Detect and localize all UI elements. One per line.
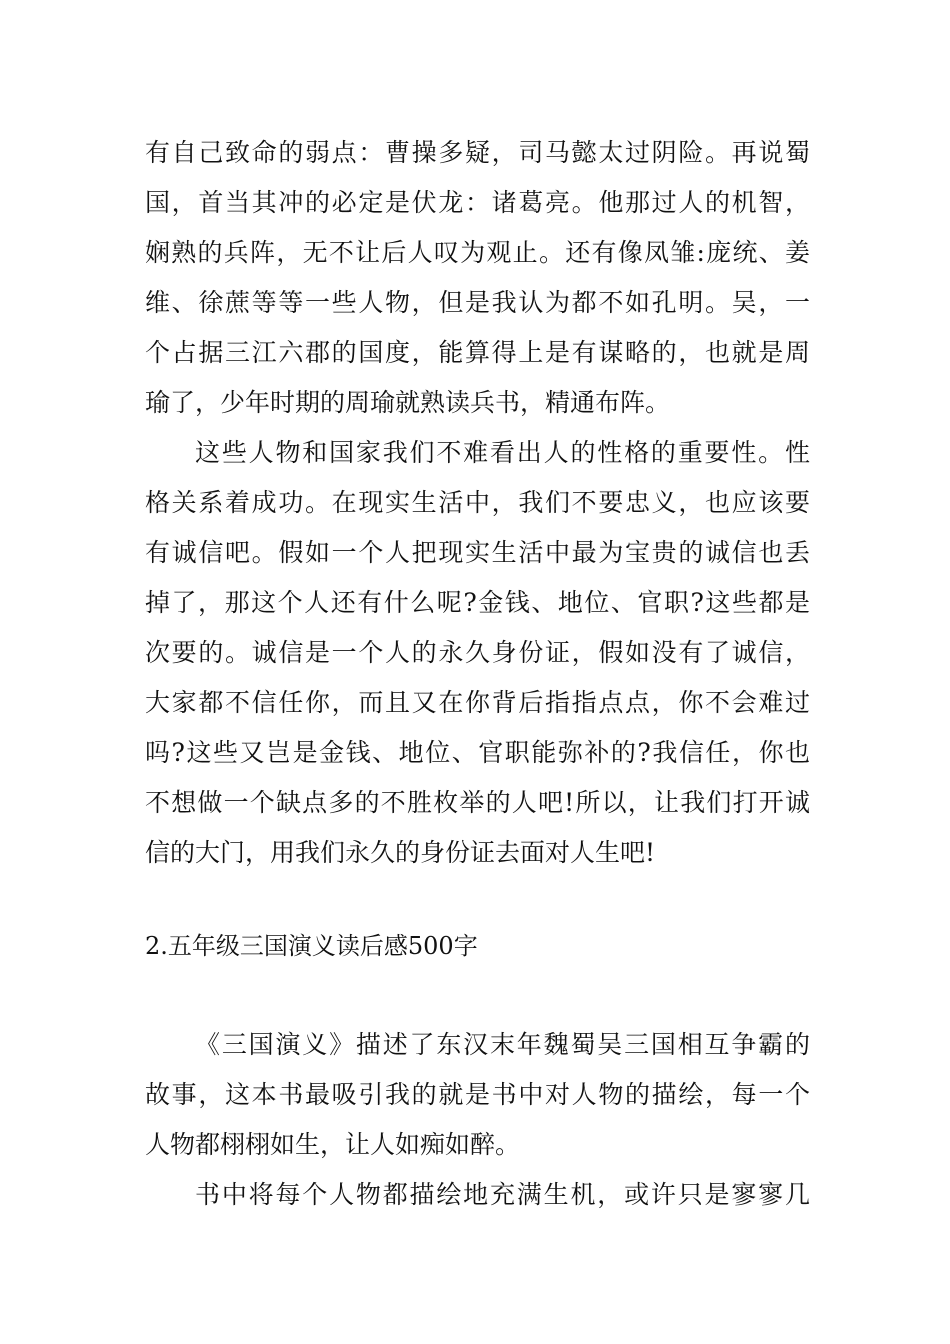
text-line: 国，首当其冲的必定是伏龙：诸葛亮。他那过人的机智， [145,188,810,217]
text-line: 格关系着成功。在现实生活中，我们不要忠义，也应该要 [145,488,810,517]
text-line: 有诚信吧。假如一个人把现实生活中最为宝贵的诚信也丢 [145,538,810,567]
text-line: 掉了，那这个人还有什么呢?金钱、地位、官职?这些都是 [145,588,810,617]
text-line: 次要的。诚信是一个人的永久身份证，假如没有了诚信， [145,638,810,667]
section-heading: 2.五年级三国演义读后感500字 [145,932,478,960]
text-line: 故事，这本书最吸引我的就是书中对人物的描绘，每一个 [145,1080,810,1109]
text-line: 维、徐蔗等等一些人物，但是我认为都不如孔明。吴，一 [145,288,810,317]
text-line: 人物都栩栩如生，让人如痴如醉。 [145,1130,521,1159]
text-line: 大家都不信任你，而且又在你背后指指点点，你不会难过 [145,688,810,717]
text-line: 书中将每个人物都描绘地充满生机，或许只是寥寥几 [195,1180,810,1209]
text-line: 《三国演义》描述了东汉末年魏蜀吴三国相互争霸的 [195,1030,810,1059]
text-line: 娴熟的兵阵，无不让后人叹为观止。还有像凤雏:庞统、姜 [145,238,810,267]
text-line: 个占据三江六郡的国度，能算得上是有谋略的，也就是周 [145,338,810,367]
text-line: 不想做一个缺点多的不胜枚举的人吧!所以，让我们打开诚 [145,788,810,817]
text-line: 瑜了，少年时期的周瑜就熟读兵书，精通布阵。 [145,388,671,417]
text-line: 这些人物和国家我们不难看出人的性格的重要性。性 [195,438,810,467]
text-line: 信的大门，用我们永久的身份证去面对人生吧! [145,838,656,867]
text-line: 吗?这些又岂是金钱、地位、官职能弥补的?我信任，你也 [145,738,810,767]
text-line: 有自己致命的弱点：曹操多疑，司马懿太过阴险。再说蜀 [145,138,810,167]
